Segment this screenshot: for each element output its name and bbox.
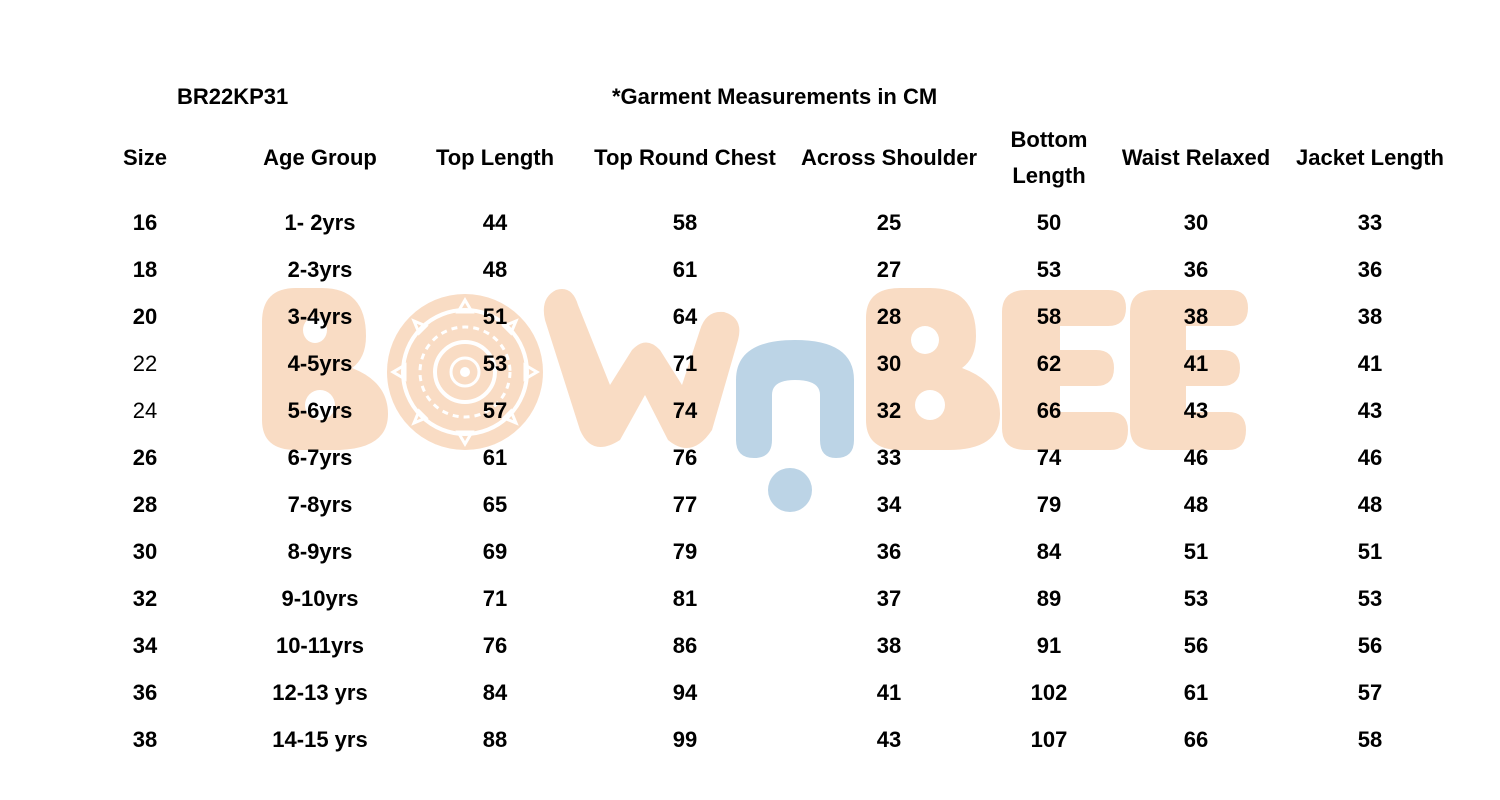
measurement-cell: 51: [1183, 539, 1209, 564]
age-group-cell: 5-6yrs: [287, 398, 353, 423]
column-header: Age Group: [263, 145, 377, 170]
measurement-cell: 71: [482, 586, 508, 611]
measurement-cell: 41: [1357, 351, 1383, 376]
measurement-cell: 79: [1036, 492, 1062, 517]
measurement-cell: 44: [482, 210, 508, 235]
measurement-cell: 81: [672, 586, 698, 611]
measurement-cell: 77: [672, 492, 698, 517]
measurement-cell: 102: [1030, 680, 1068, 705]
measurement-cell: 76: [482, 633, 508, 658]
measurement-cell: 58: [1357, 727, 1383, 752]
size-cell: 24: [132, 398, 158, 423]
measurement-cell: 89: [1036, 586, 1062, 611]
measurement-cell: 43: [1183, 398, 1209, 423]
measurement-cell: 94: [672, 680, 698, 705]
column-header: Size: [122, 145, 168, 170]
measurement-cell: 51: [1357, 539, 1383, 564]
measurement-cell: 38: [1183, 304, 1209, 329]
size-cell: 20: [132, 304, 158, 329]
size-cell: 22: [132, 351, 158, 376]
measurement-cell: 51: [482, 304, 508, 329]
measurement-cell: 74: [1036, 445, 1062, 470]
column-header: Top Length: [435, 145, 555, 170]
measurement-cell: 66: [1036, 398, 1062, 423]
age-group-cell: 1- 2yrs: [284, 210, 356, 235]
measurement-cell: 43: [1357, 398, 1383, 423]
age-group-cell: 9-10yrs: [281, 586, 359, 611]
measurement-cell: 84: [1036, 539, 1062, 564]
measurement-cell: 56: [1183, 633, 1209, 658]
measurement-cell: 28: [876, 304, 902, 329]
measurement-cell: 30: [876, 351, 902, 376]
measurement-cell: 37: [876, 586, 902, 611]
measurement-cell: 57: [1357, 680, 1383, 705]
measurement-cell: 79: [672, 539, 698, 564]
measurement-cell: 53: [1357, 586, 1383, 611]
measurement-cell: 99: [672, 727, 698, 752]
column-header: Waist Relaxed: [1121, 145, 1271, 170]
measurement-cell: 46: [1183, 445, 1209, 470]
measurement-cell: 41: [876, 680, 902, 705]
measurement-cell: 76: [672, 445, 698, 470]
age-group-cell: 6-7yrs: [287, 445, 353, 470]
measurement-cell: 91: [1036, 633, 1062, 658]
age-group-cell: 14-15 yrs: [272, 727, 368, 752]
age-group-cell: 8-9yrs: [287, 539, 353, 564]
measurement-cell: 34: [876, 492, 902, 517]
size-cell: 28: [132, 492, 158, 517]
measurement-cell: 48: [482, 257, 508, 282]
measurement-cell: 48: [1183, 492, 1209, 517]
column-header: Jacket Length: [1296, 145, 1444, 170]
column-header: Top Round Chest: [594, 145, 776, 170]
size-cell: 18: [132, 257, 158, 282]
size-cell: 36: [132, 680, 158, 705]
measurement-cell: 48: [1357, 492, 1383, 517]
size-cell: 38: [132, 727, 158, 752]
measurement-cell: 53: [1036, 257, 1062, 282]
measurement-cell: 107: [1030, 727, 1068, 752]
measurement-cell: 66: [1183, 727, 1209, 752]
measurement-cell: 61: [672, 257, 698, 282]
measurement-cell: 33: [1357, 210, 1383, 235]
measurement-cell: 56: [1357, 633, 1383, 658]
size-cell: 26: [132, 445, 158, 470]
size-cell: 16: [132, 210, 158, 235]
measurement-cell: 36: [1183, 257, 1209, 282]
column-header: Bottom Length: [1010, 127, 1088, 188]
age-group-cell: 2-3yrs: [287, 257, 353, 282]
measurement-cell: 62: [1036, 351, 1062, 376]
measurement-cell: 33: [876, 445, 902, 470]
size-cell: 32: [132, 586, 158, 611]
age-group-cell: 3-4yrs: [287, 304, 353, 329]
measurement-cell: 41: [1183, 351, 1209, 376]
measurement-cell: 69: [482, 539, 508, 564]
measurement-cell: 25: [876, 210, 902, 235]
measurement-cell: 36: [876, 539, 902, 564]
age-group-cell: 7-8yrs: [287, 492, 353, 517]
measurement-cell: 38: [1357, 304, 1383, 329]
measurement-cell: 57: [482, 398, 508, 423]
measurement-cell: 84: [482, 680, 508, 705]
measurement-cell: 64: [672, 304, 698, 329]
measurement-cell: 61: [482, 445, 508, 470]
measurement-cell: 46: [1357, 445, 1383, 470]
measurement-cell: 53: [482, 351, 508, 376]
age-group-cell: 12-13 yrs: [272, 680, 368, 705]
measurement-note: *Garment Measurements in CM: [612, 84, 938, 109]
measurement-cell: 30: [1183, 210, 1209, 235]
age-group-cell: 4-5yrs: [287, 351, 353, 376]
product-code: BR22KP31: [177, 84, 289, 109]
measurement-cell: 61: [1183, 680, 1209, 705]
measurement-cell: 38: [876, 633, 902, 658]
measurement-cell: 86: [672, 633, 698, 658]
measurement-cell: 88: [482, 727, 508, 752]
measurement-cell: 27: [876, 257, 902, 282]
size-cell: 34: [132, 633, 158, 658]
measurement-cell: 71: [672, 351, 698, 376]
measurement-cell: 32: [876, 398, 902, 423]
size-cell: 30: [132, 539, 158, 564]
measurement-cell: 58: [1036, 304, 1062, 329]
column-header: Across Shoulder: [800, 145, 978, 170]
measurement-cell: 58: [672, 210, 698, 235]
measurement-cell: 65: [482, 492, 508, 517]
measurement-cell: 36: [1357, 257, 1383, 282]
measurement-cell: 74: [672, 398, 698, 423]
measurement-cell: 50: [1036, 210, 1062, 235]
measurement-cell: 43: [876, 727, 902, 752]
measurement-cell: 53: [1183, 586, 1209, 611]
age-group-cell: 10-11yrs: [275, 633, 365, 658]
